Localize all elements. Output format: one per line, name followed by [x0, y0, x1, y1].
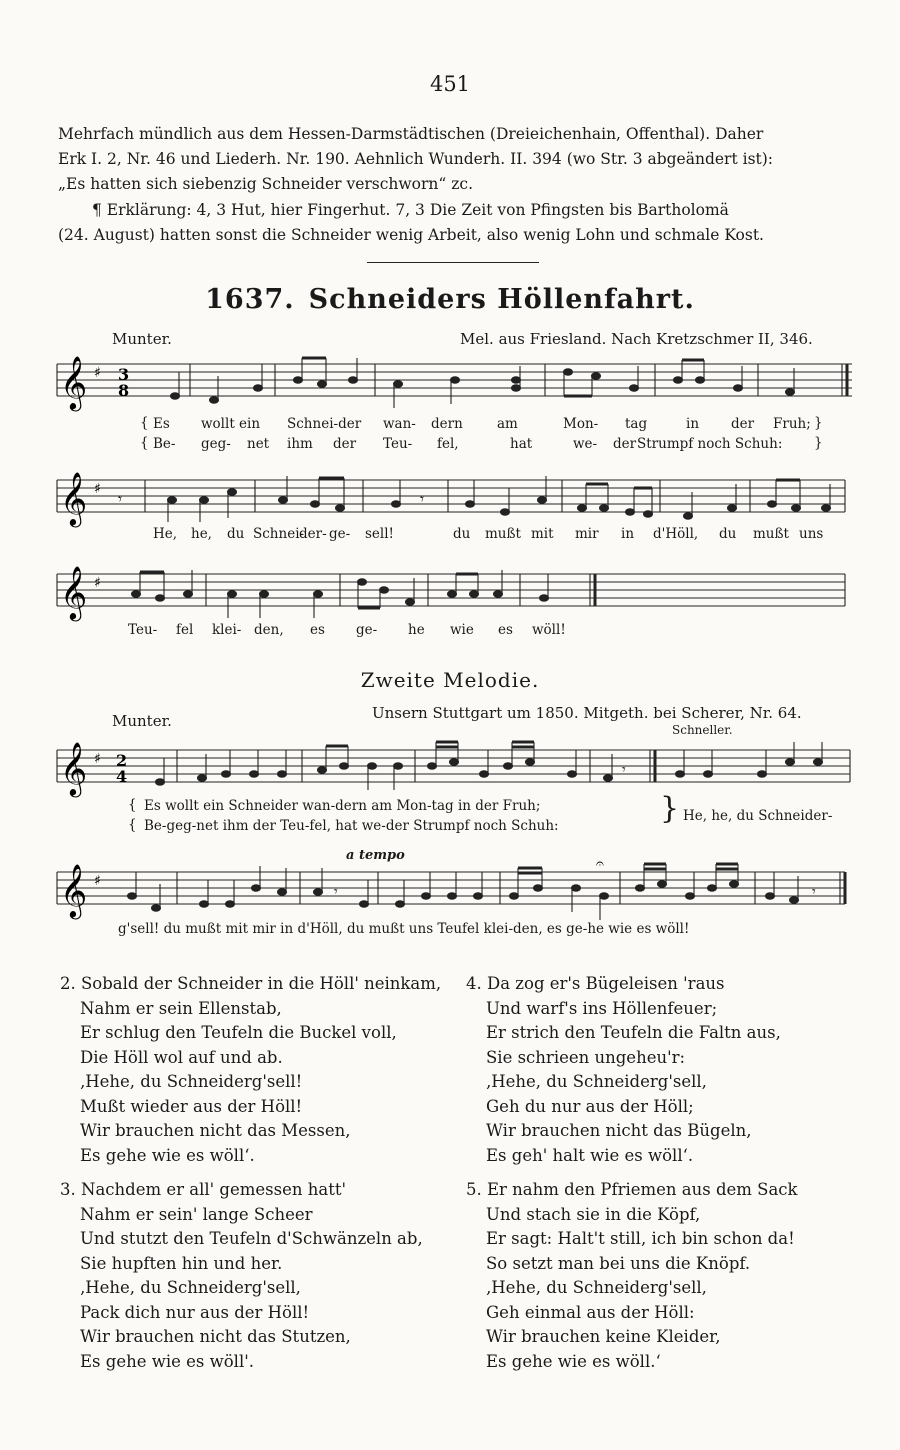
- lyric-syllable: ge-: [356, 622, 378, 638]
- verse-line: Geh du nur aus der Höll;: [486, 1096, 694, 1116]
- lyric-syllable: wie: [450, 622, 474, 638]
- svg-text:♯: ♯: [94, 481, 101, 497]
- lyric-syllable: klei-: [212, 622, 242, 638]
- lyric-syllable: he,: [191, 526, 212, 542]
- time-signature-top: 3: [118, 365, 130, 384]
- lyric-syllable: Teu-: [383, 436, 413, 452]
- lyric-syllable: d'Höll,: [653, 526, 699, 542]
- treble-clef-icon: 𝄞: [60, 565, 88, 619]
- lyric-syllable: Schnei-der: [287, 416, 362, 432]
- verse-line: 2. Sobald der Schneider in die Höll' neinkam,: [60, 974, 442, 993]
- lyrics-line: g'sell! du mußt mit mir in d'Höll, du mußt uns Teufel klei-den, es ge-he wie es wöll!: [118, 921, 690, 937]
- lyric-syllable: uns: [799, 526, 824, 542]
- lyric-syllable: wöll!: [532, 622, 566, 638]
- lyric-syllable: Es: [153, 416, 170, 432]
- lyric-syllable: Fruh;: [773, 416, 811, 432]
- verse-line: Pack dich nur aus der Höll!: [80, 1302, 310, 1322]
- lyric-syllable: der: [613, 436, 637, 452]
- lyric-syllable: he: [408, 622, 425, 638]
- lyric-syllable: wollt ein: [201, 416, 261, 432]
- lyric-syllable: Be-: [153, 436, 176, 452]
- lyric-syllable: es: [310, 622, 325, 638]
- verse-line: Er sagt: Halt't still, ich bin schon da!: [486, 1229, 795, 1248]
- time-signature-top: 2: [116, 751, 128, 770]
- lyrics-brace: {: [140, 435, 149, 451]
- page-number: 451: [429, 72, 471, 96]
- lyric-syllable: den,: [254, 622, 284, 638]
- verse-line: Es gehe wie es wöll.‘: [486, 1351, 661, 1371]
- verse-number: 4.: [466, 974, 482, 993]
- rest-icon: 𝄾: [812, 884, 816, 900]
- music-staff-5: [0, 858, 900, 924]
- lyrics-line: Be-geg-net ihm der Teu-fel, hat we-der Strumpf noch Schuh:: [144, 818, 559, 834]
- lyric-syllable: fel,: [437, 436, 459, 452]
- lyric-syllable: geg-: [201, 436, 231, 452]
- svg-text:♯: ♯: [94, 751, 101, 767]
- lyric-syllable: Teu-: [128, 622, 158, 638]
- verse-line: Mußt wieder aus der Höll!: [80, 1096, 303, 1116]
- lyric-syllable: sell!: [365, 526, 394, 542]
- source-note-line: „Es hatten sich siebenzig Schneider verschworn“ zc.: [58, 175, 474, 193]
- source-note-line: Mehrfach mündlich aus dem Hessen-Darmstädtischen (Dreieichenhain, Offenthal). Daher: [58, 125, 764, 143]
- verse-number: 2.: [60, 974, 76, 993]
- music-staff-1: [0, 352, 900, 422]
- verse-line: Sie hupften hin und her.: [80, 1253, 283, 1273]
- lyric-syllable: der: [333, 436, 357, 452]
- lyric-syllable: mir: [575, 526, 599, 542]
- verse-line: Und warf's ins Höllenfeuer;: [486, 998, 718, 1018]
- explanation-line: ¶ Erklärung: 4, 3 Hut, hier Fingerhut. 7, 3 Die Zeit von Pfingsten bis Bartholomä: [92, 201, 729, 219]
- lyric-syllable: am: [497, 416, 518, 432]
- tempo-change: Schneller.: [672, 723, 733, 737]
- verse-line: ‚Hehe, du Schneiderg'sell!: [80, 1072, 303, 1091]
- song-title: [0, 284, 900, 315]
- lyric-syllable: ihm: [287, 436, 313, 452]
- verse-line: 5. Er nahm den Pfriemen aus dem Sack: [466, 1180, 798, 1199]
- song-title-text: Schneiders Höllenfahrt.: [308, 284, 695, 315]
- verse-line: ‚Hehe, du Schneiderg'sell,: [80, 1278, 301, 1297]
- treble-clef-icon: 𝄞: [60, 863, 88, 917]
- verse-line: Es gehe wie es wöll‘.: [80, 1145, 255, 1165]
- verse-line: Wir brauchen nicht das Stutzen,: [80, 1327, 351, 1346]
- lyric-syllable: du: [227, 526, 245, 542]
- verse-number: 5.: [466, 1180, 482, 1199]
- lyric-syllable: He,: [153, 526, 178, 542]
- lyric-syllable: mit: [531, 526, 554, 542]
- lyric-syllable: hat: [510, 436, 533, 452]
- lyric-syllable: du: [719, 526, 737, 542]
- verse-line: Es gehe wie es wöll'.: [80, 1351, 254, 1371]
- second-melody-heading: Zweite Melodie.: [360, 668, 540, 692]
- verse-line: Er strich den Teufeln die Faltn aus,: [486, 1023, 781, 1042]
- tempo-marking: Munter.: [112, 330, 172, 348]
- lyric-syllable: der: [731, 416, 755, 432]
- time-signature-bottom: 8: [118, 381, 130, 400]
- music-staff-3: [0, 556, 900, 626]
- verse-number: 3.: [60, 1180, 76, 1199]
- verse-line: Und stutzt den Teufeln d'Schwänzeln ab,: [80, 1229, 423, 1248]
- music-staff-2: [0, 462, 900, 532]
- verse-line: ‚Hehe, du Schneiderg'sell,: [486, 1278, 707, 1297]
- verse-line: Sie schrieen ungeheu'r:: [486, 1047, 686, 1067]
- source-note-line: Erk I. 2, Nr. 46 und Liederh. Nr. 190. Aehnlich Wunderh. II. 394 (wo Str. 3 abgeändert ist):: [58, 150, 774, 168]
- rest-icon: 𝄾: [622, 762, 626, 778]
- verse-line: Und stach sie in die Köpf,: [486, 1204, 701, 1224]
- svg-text:♯: ♯: [94, 365, 101, 381]
- lyric-syllable: ge-: [329, 526, 351, 542]
- lyric-syllable: du: [453, 526, 471, 542]
- treble-clef-icon: 𝄞: [60, 741, 88, 795]
- verse-line: Nahm er sein Ellenstab,: [80, 998, 282, 1018]
- lyric-syllable: fel: [176, 622, 194, 638]
- lyrics-line: He, he, du Schneider-: [683, 808, 833, 824]
- lyric-syllable: mußt: [485, 526, 521, 542]
- lyric-syllable: mußt: [753, 526, 789, 542]
- lyric-syllable: Mon-: [563, 416, 599, 432]
- verse-2: [60, 972, 441, 1168]
- verse-line: 4. Da zog er's Bügeleisen 'raus: [466, 974, 725, 993]
- treble-clef-icon: 𝄞: [60, 471, 88, 525]
- section-divider: [367, 262, 539, 263]
- verse-3: [60, 1178, 423, 1374]
- song-number: 1637.: [205, 284, 295, 315]
- lyric-syllable: net: [247, 436, 270, 452]
- lyric-syllable: es: [498, 622, 513, 638]
- verse-line: 3. Nachdem er all' gemessen hatt': [60, 1180, 346, 1199]
- rest-icon: 𝄾: [118, 490, 122, 508]
- lyric-syllable: in: [621, 526, 635, 542]
- verse-4: [466, 972, 781, 1168]
- melody-source: Unsern Stuttgart um 1850. Mitgeth. bei Scherer, Nr. 64.: [372, 704, 802, 722]
- verse-line: Wir brauchen nicht das Bügeln,: [486, 1121, 752, 1140]
- rest-icon: 𝄾: [420, 490, 424, 508]
- svg-text:♯: ♯: [94, 575, 101, 591]
- verse-line: Nahm er sein' lange Scheer: [80, 1204, 313, 1224]
- time-signature-bottom: 4: [116, 767, 128, 786]
- source-note: [58, 122, 848, 197]
- tempo-marking: Munter.: [112, 712, 172, 730]
- explanation-line: (24. August) hatten sonst die Schneider wenig Arbeit, also wenig Lohn und schmale Kost.: [58, 226, 764, 244]
- verse-line: So setzt man bei uns die Knöpf.: [486, 1253, 751, 1273]
- explanation-note: [58, 198, 848, 248]
- verse-line: Es geh' halt wie es wöll‘.: [486, 1145, 694, 1165]
- lyric-syllable: der-: [299, 526, 327, 542]
- verse-line: Wir brauchen keine Kleider,: [486, 1327, 721, 1346]
- verse-line: ‚Hehe, du Schneiderg'sell,: [486, 1072, 707, 1091]
- verse-5: [466, 1178, 798, 1374]
- verse-line: Geh einmal aus der Höll:: [486, 1302, 695, 1322]
- lyric-syllable: tag: [625, 416, 648, 432]
- lyric-syllable: we-: [573, 436, 598, 452]
- lyrics-brace: {: [140, 415, 149, 431]
- lyric-syllable: dern: [431, 416, 463, 432]
- treble-clef-icon: 𝄞: [60, 355, 88, 409]
- rest-icon: 𝄾: [334, 884, 338, 900]
- lyric-syllable: Schnei-: [253, 526, 305, 542]
- lyrics-line: Es wollt ein Schneider wan-dern am Mon-tag in der Fruh;: [144, 798, 541, 814]
- verse-line: Er schlug den Teufeln die Buckel voll,: [80, 1023, 397, 1042]
- lyric-syllable: Strumpf noch Schuh:: [637, 436, 783, 452]
- svg-text:♯: ♯: [94, 873, 101, 889]
- music-staff-4: [0, 738, 900, 800]
- fermata-icon: 𝄐: [596, 858, 604, 872]
- verse-line: Wir brauchen nicht das Messen,: [80, 1121, 351, 1140]
- melody-source: Mel. aus Friesland. Nach Kretzschmer II, 346.: [460, 330, 813, 348]
- lyric-syllable: wan-: [383, 416, 416, 432]
- tempo-change: a tempo: [346, 848, 405, 863]
- lyric-syllable: in: [686, 416, 700, 432]
- verse-line: Die Höll wol auf und ab.: [80, 1047, 283, 1067]
